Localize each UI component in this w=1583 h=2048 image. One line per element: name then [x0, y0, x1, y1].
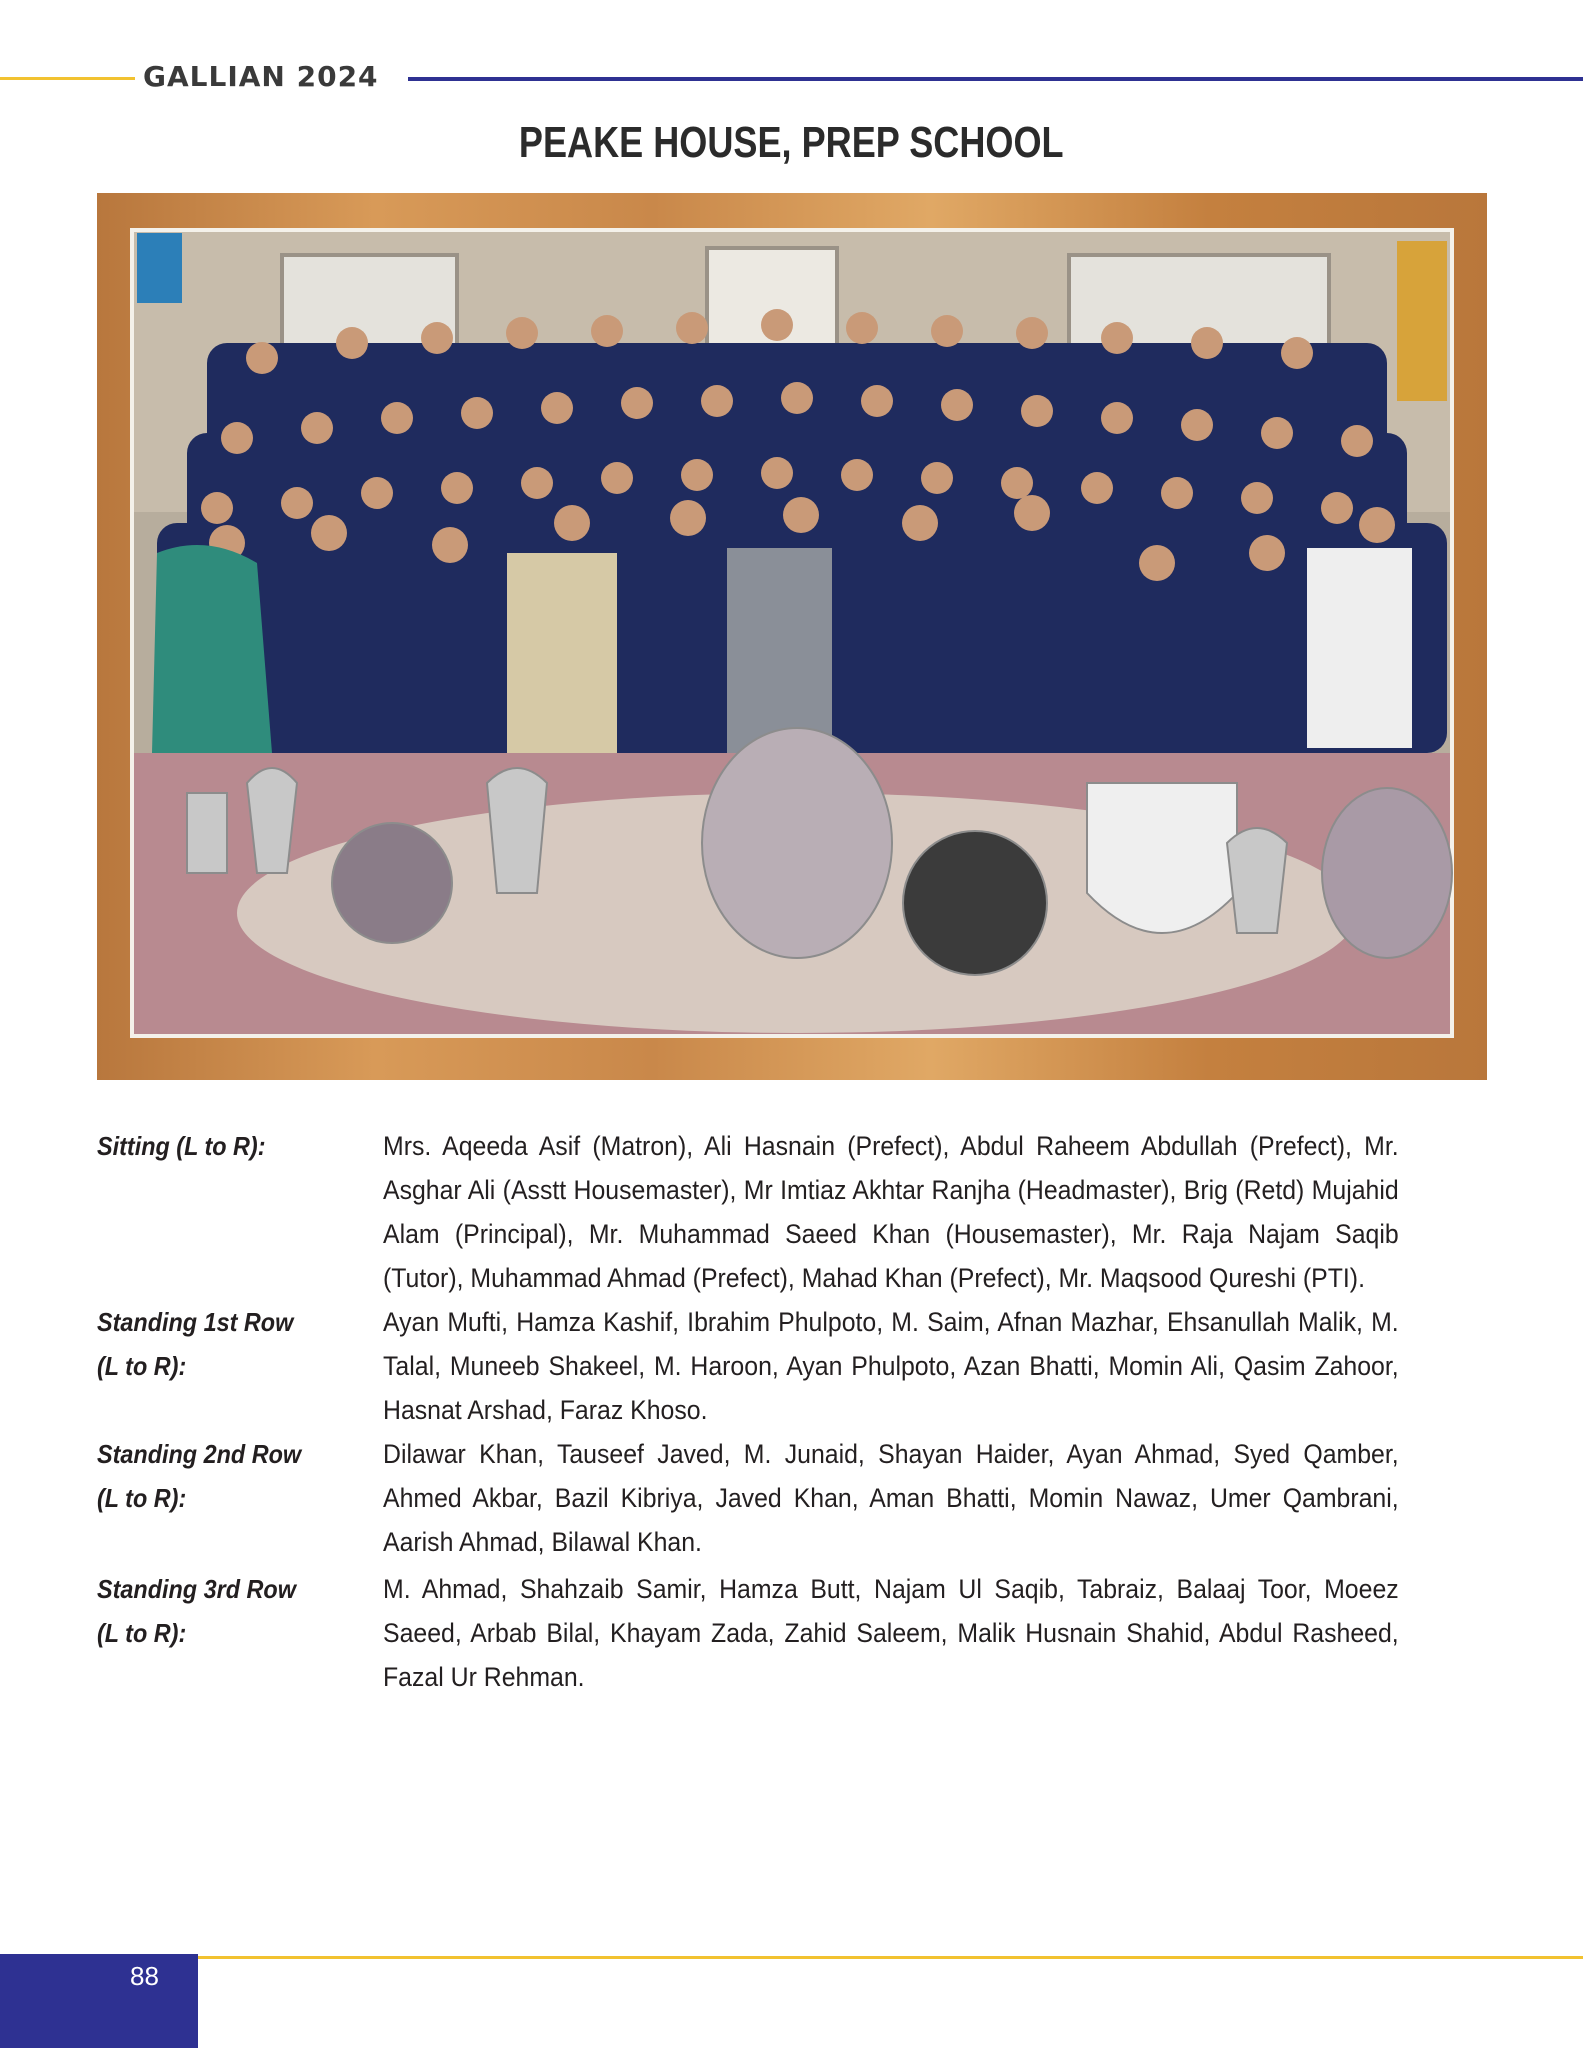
group-photo-image — [97, 193, 1487, 1080]
caption-names: M. Ahmad, Shahzaib Samir, Hamza Butt, Najam Ul Saqib, Tabraiz, Balaaj Toor, Moeez Saeed, Arbab Bilal, Khayam Zada, Zahid Saleem, Malik Husnain Shahid, Abdul Rasheed, Fazal Ur Rehman. — [383, 1574, 1399, 1692]
caption-sitting — [97, 1124, 1487, 1300]
page-number: 88 — [130, 1961, 159, 1991]
header-rule-left — [0, 77, 135, 80]
caption-names: Ayan Mufti, Hamza Kashif, Ibrahim Phulpoto, M. Saim, Afnan Mazhar, Ehsanullah Malik, M. Talal, Muneeb Shakeel, M. Haroon, Ayan Phulpoto, Azan Bhatti, Momin Ali, Qasim Zahoor, Hasnat Arshad, Faraz Khoso. — [383, 1307, 1399, 1425]
caption-names: Dilawar Khan, Tauseef Javed, M. Junaid, Shayan Haider, Ayan Ahmad, Syed Qamber, Ahmed Akbar, Bazil Kibriya, Javed Khan, Aman Bhatti, Momin Nawaz, Umer Qambrani, Aarish Ahmad, Bilawal Khan. — [383, 1439, 1399, 1557]
footer-page-tab — [0, 1954, 198, 2048]
header-rule-right — [408, 77, 1583, 81]
caption-names: Mrs. Aqeeda Asif (Matron), Ali Hasnain (Prefect), Abdul Raheem Abdullah (Prefect), Mr. Asghar Ali (Asstt Housemaster), Mr Imtiaz Akhtar Ranjha (Headmaster), Brig (Retd) Mujahid Alam (Principal), Mr. Muhammad Saeed Khan (Housemaster), Mr. Raja Najam Saqib (Tutor), Muhammad Ahmad (Prefect), Mahad Khan (Prefect), Mr. Maqsood Qureshi (PTI). — [383, 1131, 1399, 1293]
caption-label: Standing 1st Row (L to R): — [97, 1307, 294, 1381]
photo-captions — [97, 1124, 1487, 1699]
caption-standing-row-1 — [97, 1300, 1487, 1432]
caption-standing-row-3 — [97, 1567, 1487, 1699]
footer-rule — [196, 1956, 1583, 1959]
page-title: PEAKE HOUSE, PREP SCHOOL — [518, 118, 1064, 167]
group-photo — [97, 193, 1487, 1080]
caption-label: Standing 3rd Row (L to R): — [97, 1574, 296, 1648]
caption-standing-row-2 — [97, 1432, 1487, 1567]
caption-label: Standing 2nd Row (L to R): — [97, 1439, 302, 1513]
caption-label: Sitting (L to R): — [97, 1131, 266, 1161]
publication-title: GALLIAN 2024 — [143, 60, 379, 93]
